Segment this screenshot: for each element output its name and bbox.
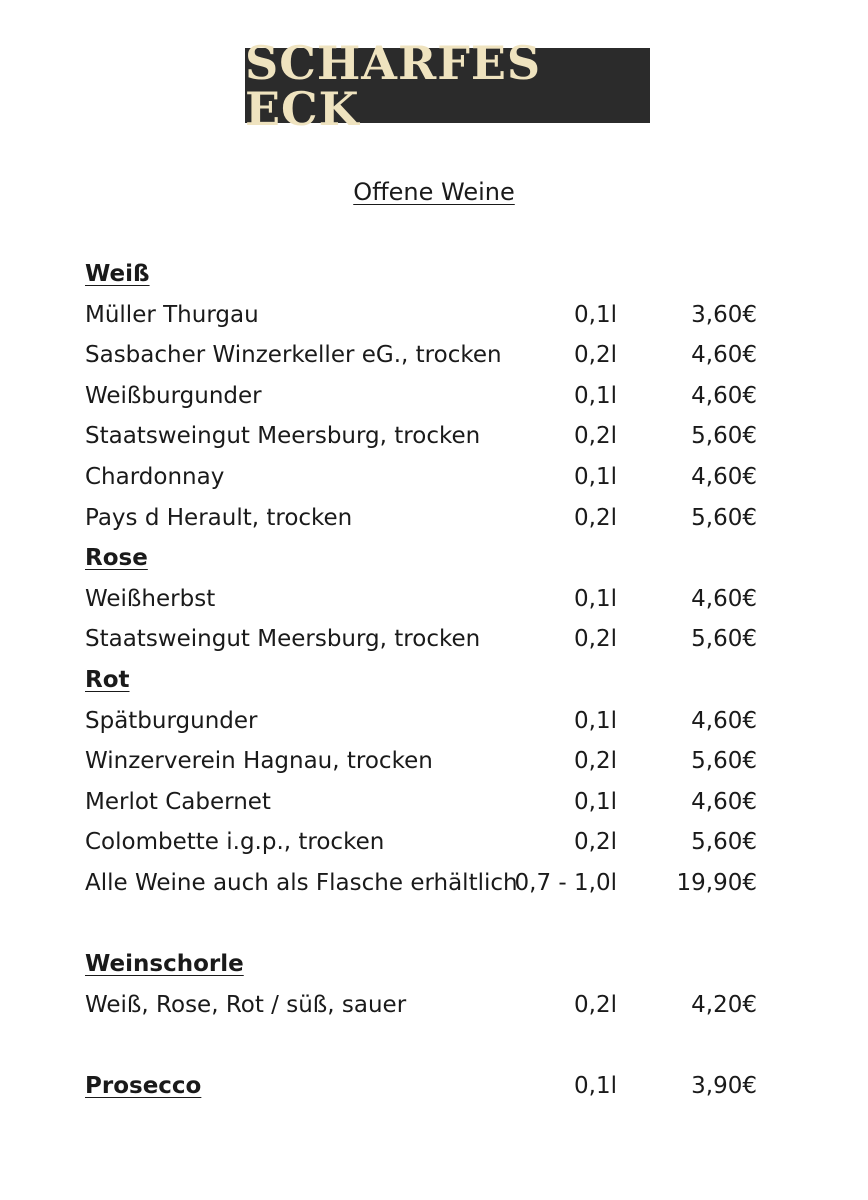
item-price: 19,90€ — [676, 869, 757, 896]
item-name: Merlot Cabernet — [85, 788, 271, 815]
menu-item — [85, 619, 785, 660]
section-heading-rot — [85, 660, 785, 701]
logo-text: SCHARFES ECK — [245, 35, 542, 136]
item-size: 0,1l — [574, 463, 617, 490]
section-heading-rose — [85, 538, 785, 579]
spacer — [85, 1025, 785, 1066]
menu-item — [85, 498, 785, 539]
item-price: 3,90€ — [691, 1072, 757, 1099]
item-price: 4,60€ — [691, 585, 757, 612]
item-size: 0,1l — [574, 1072, 617, 1099]
wine-menu — [85, 254, 785, 1106]
item-size: 0,2l — [574, 626, 617, 653]
item-price: 5,60€ — [691, 504, 757, 531]
item-price: 5,60€ — [691, 748, 757, 775]
item-name: Staatsweingut Meersburg, trocken — [85, 423, 481, 450]
item-name: Weißburgunder — [85, 382, 262, 409]
item-size: 0,1l — [574, 382, 617, 409]
section-heading-prosecco-label: Prosecco — [85, 1072, 202, 1099]
section-heading-weiss-label: Weiß — [85, 261, 150, 287]
logo — [245, 35, 650, 136]
item-price: 4,60€ — [691, 463, 757, 490]
menu-item-bottle-note — [85, 863, 785, 904]
item-name: Chardonnay — [85, 463, 225, 490]
menu-item — [85, 295, 785, 336]
item-size: 0,2l — [574, 504, 617, 531]
item-size: 0,1l — [574, 301, 617, 328]
item-size: 0,1l — [574, 788, 617, 815]
menu-item — [85, 985, 785, 1026]
spacer — [85, 904, 785, 945]
section-heading-weinschorle — [85, 944, 785, 985]
item-price: 3,60€ — [691, 301, 757, 328]
item-name: Sasbacher Winzerkeller eG., trocken — [85, 342, 502, 369]
section-heading-prosecco — [85, 1066, 201, 1107]
item-price: 4,60€ — [691, 342, 757, 369]
section-heading-rose-label: Rose — [85, 545, 148, 572]
section-heading-weiss — [85, 254, 785, 295]
item-price: 4,20€ — [691, 991, 757, 1018]
section-heading-weinschorle-label: Weinschorle — [85, 951, 244, 978]
item-size: 0,2l — [574, 342, 617, 369]
item-name: Weiß, Rose, Rot / süß, sauer — [85, 991, 407, 1018]
menu-item-prosecco — [85, 1066, 785, 1107]
item-name: Winzerverein Hagnau, trocken — [85, 748, 433, 775]
item-size: 0,1l — [574, 707, 617, 734]
item-name: Alle Weine auch als Flasche erhältlich — [85, 869, 518, 896]
menu-item — [85, 335, 785, 376]
menu-item — [85, 701, 785, 742]
item-name: Colombette i.g.p., trocken — [85, 829, 385, 856]
menu-item — [85, 822, 785, 863]
menu-item — [85, 457, 785, 498]
item-name: Müller Thurgau — [85, 301, 259, 328]
page-title-text: Offene Weine — [353, 178, 515, 206]
menu-item — [85, 741, 785, 782]
item-price: 4,60€ — [691, 382, 757, 409]
item-name: Staatsweingut Meersburg, trocken — [85, 626, 481, 653]
item-price: 5,60€ — [691, 829, 757, 856]
item-size: 0,2l — [574, 829, 617, 856]
item-size: 0,2l — [574, 991, 617, 1018]
section-heading-rot-label: Rot — [85, 666, 130, 693]
item-name: Weißherbst — [85, 585, 216, 612]
item-size: 0,2l — [574, 748, 617, 775]
item-price: 4,60€ — [691, 788, 757, 815]
item-size: 0,1l — [574, 585, 617, 612]
item-name: Pays d Herault, trocken — [85, 504, 353, 531]
item-size: 0,2l — [574, 423, 617, 450]
menu-item — [85, 579, 785, 620]
menu-item — [85, 376, 785, 417]
page-title — [0, 176, 868, 208]
item-size: 0,7 - 1,0l — [514, 869, 617, 896]
item-price: 5,60€ — [691, 423, 757, 450]
menu-item — [85, 782, 785, 823]
item-price: 4,60€ — [691, 707, 757, 734]
menu-item — [85, 416, 785, 457]
item-price: 5,60€ — [691, 626, 757, 653]
item-name: Spätburgunder — [85, 707, 258, 734]
